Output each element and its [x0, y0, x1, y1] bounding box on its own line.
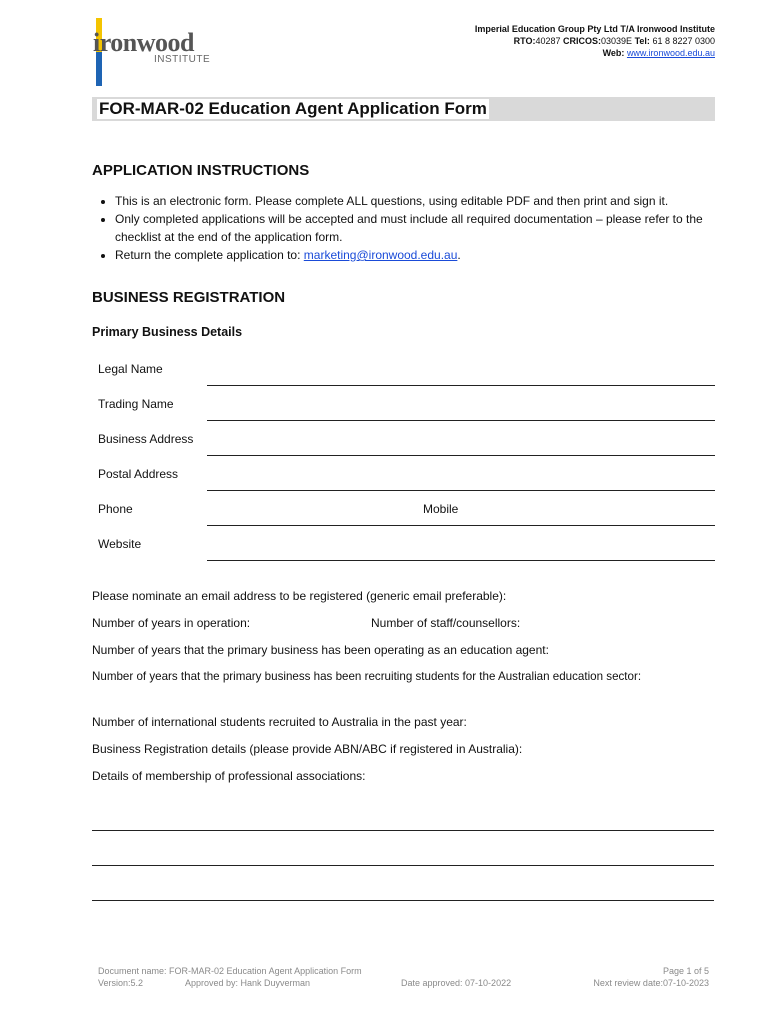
email-link[interactable]: marketing@ironwood.edu.au	[303, 248, 458, 262]
membership-field-line[interactable]	[92, 830, 714, 831]
years-operation-question: Number of years in operation:	[92, 616, 251, 630]
membership-field-line[interactable]	[92, 900, 714, 901]
phone-mobile-field[interactable]	[207, 525, 715, 526]
website-label: Website	[98, 537, 142, 551]
legal-name-label: Legal Name	[98, 362, 163, 376]
primary-business-subheading: Primary Business Details	[92, 325, 243, 339]
instruction-item: • This is an electronic form. Please complete ALL questions, using editable PDF and then print and sign it.	[115, 192, 740, 210]
years-recruiting-question: Number of years that the primary business has been recruiting students for the Australian education sector:	[92, 670, 642, 683]
membership-question: Details of membership of professional associations:	[92, 769, 366, 783]
business-address-field[interactable]	[207, 455, 715, 456]
footer-version: Version:5.2	[98, 978, 144, 988]
email-question: Please nominate an email address to be registered (generic email preferable):	[92, 589, 507, 603]
staff-question: Number of staff/counsellors:	[371, 616, 521, 630]
logo-subtitle: INSTITUTE	[154, 54, 211, 65]
instruction-item: • Only completed applications will be accepted and must include all required documentation – please refer to the checklist at the end of the application form.	[115, 210, 740, 246]
footer-next-review: Next review date:07-10-2023	[593, 978, 709, 988]
intl-students-question: Number of international students recruited to Australia in the past year:	[92, 715, 467, 729]
years-agent-question: Number of years that the primary business has been operating as an education agent:	[92, 643, 549, 657]
website-link[interactable]: www.ironwood.edu.au	[626, 48, 715, 58]
mobile-label: Mobile	[423, 502, 459, 516]
footer-date-approved: Date approved: 07-10-2022	[401, 978, 512, 988]
instruction-item-return: • Return the complete application to: marketing@ironwood.edu.au.	[115, 246, 740, 264]
membership-field-line[interactable]	[92, 865, 714, 866]
business-heading: BUSINESS REGISTRATION	[92, 289, 286, 306]
header-registration: RTO:40287 CRICOS:03039E Tel: 61 8 8227 0300	[513, 36, 715, 46]
trading-name-label: Trading Name	[98, 397, 174, 411]
footer-doc-name: Document name: FOR-MAR-02 Education Agent Application Form	[98, 966, 362, 976]
header-company: Imperial Education Group Pty Ltd T/A Ironwood Institute	[474, 24, 715, 34]
postal-address-label: Postal Address	[98, 467, 179, 481]
business-address-label: Business Address	[98, 432, 194, 446]
footer-page-number: Page 1 of 5	[662, 966, 709, 976]
trading-name-field[interactable]	[207, 420, 715, 421]
registration-question: Business Registration details (please provide ABN/ABC if registered in Australia):	[92, 742, 523, 756]
instructions-list	[92, 192, 740, 264]
logo-wordmark: ironwood	[93, 28, 194, 57]
phone-label: Phone	[98, 502, 133, 516]
footer-approved-by: Approved by: Hank Duyverman	[185, 978, 311, 988]
legal-name-field[interactable]	[207, 385, 715, 386]
instructions-heading: APPLICATION INSTRUCTIONS	[92, 162, 310, 179]
page-title: FOR-MAR-02 Education Agent Application Form	[99, 99, 487, 118]
website-field[interactable]	[207, 560, 715, 561]
header-web: Web: www.ironwood.edu.au	[602, 48, 715, 58]
postal-address-field[interactable]	[207, 490, 715, 491]
